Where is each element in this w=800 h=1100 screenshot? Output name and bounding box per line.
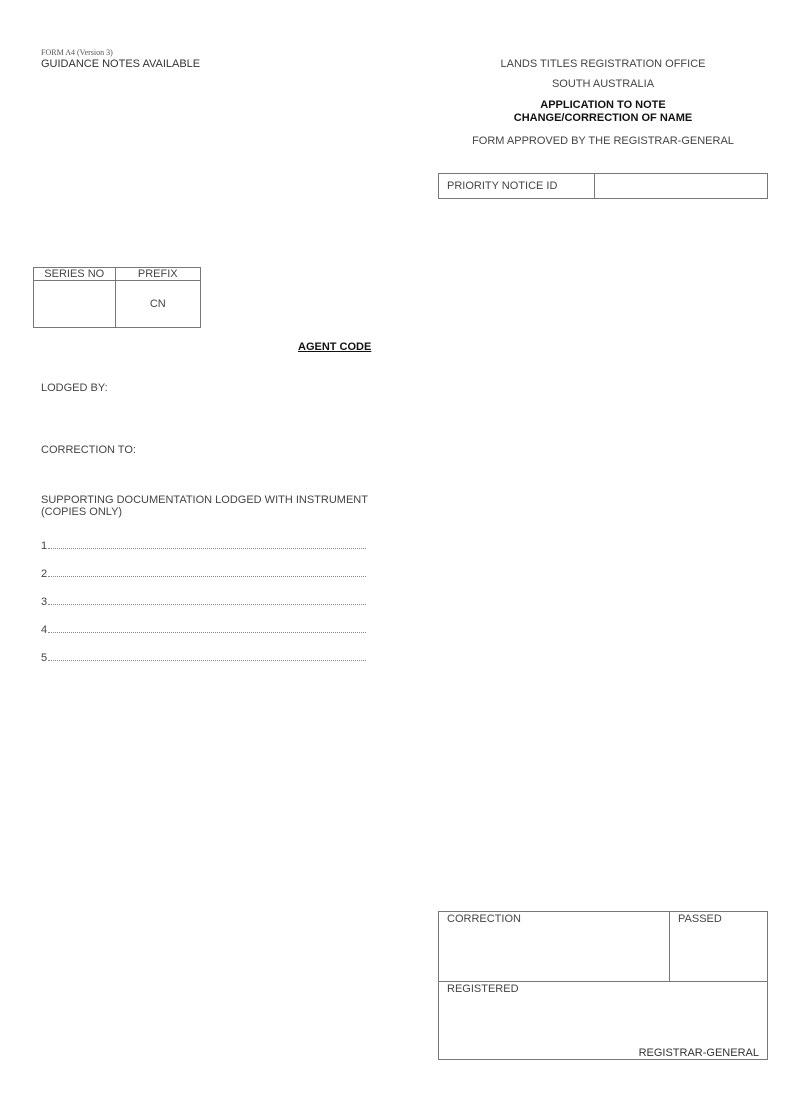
doc-line-5[interactable]: 5 xyxy=(41,652,367,664)
dotted-line xyxy=(48,660,366,661)
office-use-box xyxy=(438,911,768,1060)
guidance-notes: GUIDANCE NOTES AVAILABLE xyxy=(41,58,201,70)
series-table xyxy=(33,267,201,328)
dotted-line xyxy=(48,632,366,633)
supporting-docs-label: SUPPORTING DOCUMENTATION LODGED WITH INSTRUMENT xyxy=(41,494,368,506)
registered-label: REGISTERED xyxy=(447,983,519,995)
correction-cell[interactable]: CORRECTION xyxy=(439,912,670,982)
registrar-general-label: REGISTRAR-GENERAL xyxy=(638,1047,759,1059)
state-name: SOUTH AUSTRALIA xyxy=(551,78,655,90)
registered-cell[interactable] xyxy=(439,982,768,1060)
dotted-line xyxy=(48,604,366,605)
doc-line-4[interactable]: 4 xyxy=(41,624,367,636)
correction-to-label: CORRECTION TO: xyxy=(41,444,136,456)
office-name: LANDS TITLES REGISTRATION OFFICE xyxy=(500,58,706,70)
series-no-field[interactable] xyxy=(34,281,116,328)
priority-notice-field[interactable] xyxy=(594,174,767,199)
supporting-docs-sublabel: (COPIES ONLY) xyxy=(41,506,123,518)
doc-line-1[interactable]: 1 xyxy=(41,540,367,552)
dotted-line xyxy=(48,576,366,577)
prefix-header: PREFIX xyxy=(115,268,200,281)
approval-text: FORM APPROVED BY THE REGISTRAR-GENERAL xyxy=(472,135,734,147)
priority-notice-table xyxy=(438,173,768,199)
agent-code-label: AGENT CODE xyxy=(298,341,372,353)
passed-cell[interactable]: PASSED xyxy=(670,912,768,982)
doc-line-2[interactable]: 2 xyxy=(41,568,367,580)
form-title-line1: APPLICATION TO NOTE xyxy=(540,99,666,111)
priority-notice-label: PRIORITY NOTICE ID xyxy=(439,174,595,199)
form-title-line2: CHANGE/CORRECTION OF NAME xyxy=(513,112,693,124)
dotted-line xyxy=(48,548,366,549)
doc-line-3[interactable]: 3 xyxy=(41,596,367,608)
form-version: FORM A4 (Version 3) xyxy=(41,48,113,57)
prefix-value: CN xyxy=(115,281,200,328)
series-no-header: SERIES NO xyxy=(34,268,116,281)
lodged-by-label: LODGED BY: xyxy=(41,382,108,394)
